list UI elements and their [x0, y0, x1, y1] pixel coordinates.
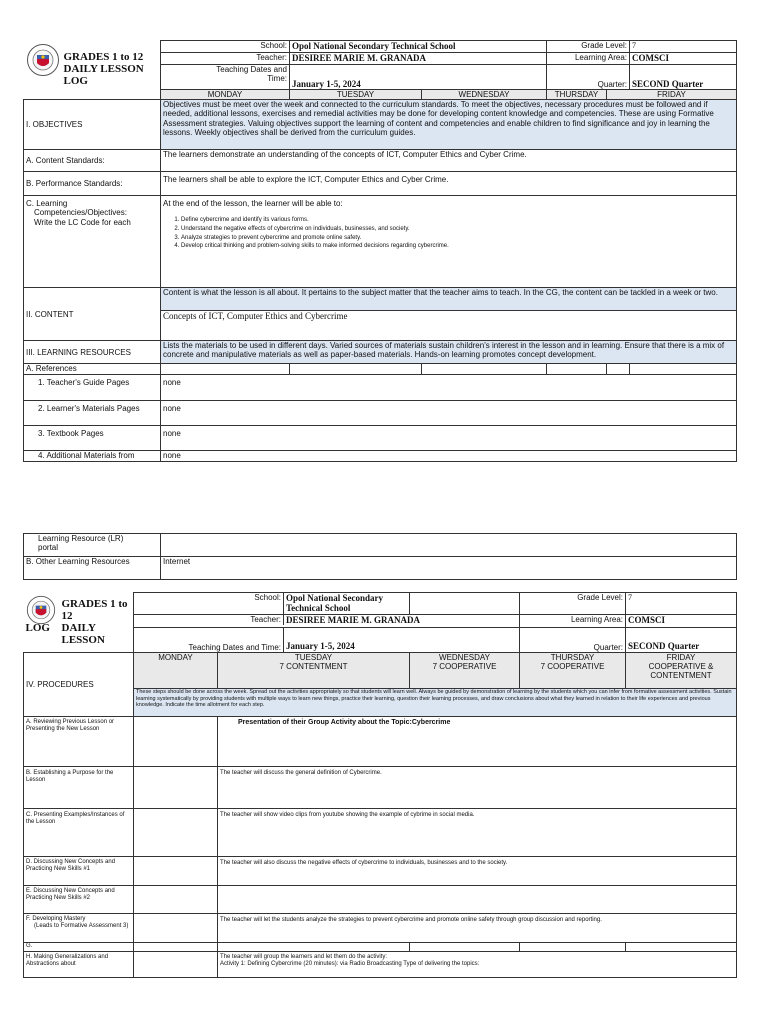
- teacher-value-2: [284, 615, 520, 625]
- step-f-value: The teacher will let the students analyze the strategies to prevent cybercrime and promote online safety through group discussion and reporting.: [218, 913, 737, 942]
- step-c-monday: [134, 808, 218, 856]
- step-h-label: H. Making Generalizations and Abstractions about: [24, 951, 134, 977]
- proc-friday-line2: COOPERATIVE &: [648, 661, 714, 671]
- dates-label-line1: Teaching Dates and: [216, 65, 287, 74]
- deped-seal-icon: [26, 43, 60, 77]
- competencies-label-line1: C. Learning: [26, 199, 68, 209]
- step-g-wednesday: [410, 942, 520, 951]
- step-a-value: Presentation of their Group Activity about the Topic:Cybercrime: [218, 716, 737, 766]
- teacher-label-2: Teacher:: [134, 615, 284, 625]
- step-d-value: The teacher will also discuss the negative effects of cybercrime to individuals, businesses and to the society.: [218, 856, 737, 885]
- proc-thursday-line1: THURSDAY: [550, 652, 595, 662]
- step-f-monday: [134, 913, 218, 942]
- step-h-line2: Activity 1: Defining Cybercrime (20 minutes): via Radio Broadcasting Type of delivering the topics:: [220, 960, 480, 967]
- day-wednesday: WEDNESDAY: [422, 90, 547, 100]
- proc-day-wednesday: [410, 652, 520, 688]
- references-friday: [630, 364, 737, 375]
- school-label: School:: [161, 41, 290, 53]
- references-label: A. References: [24, 364, 161, 375]
- school-value: Opol National Secondary Technical School: [290, 41, 547, 53]
- dates-row-2: [134, 627, 520, 652]
- other-resources-label: B. Other Learning Resources: [24, 557, 161, 580]
- content-note: Content is what the lesson is all about. It pertains to the subject matter that the teacher aims to teach. In the CG, the content can be tackled in a week or two.: [161, 288, 737, 311]
- content-label: II. CONTENT: [24, 288, 161, 341]
- teacher-row-2: [134, 614, 520, 627]
- step-h-line1: The teacher will group the learners and let them do the activity:: [220, 953, 388, 960]
- quarter-value: SECOND Quarter: [630, 65, 737, 90]
- proc-thursday-line2: 7 COOPERATIVE: [540, 661, 605, 671]
- proc-tuesday-line2: 7 CONTENTMENT: [279, 661, 348, 671]
- content-standards-value: The learners demonstrate an understanding of the concepts of ICT, Computer Ethics and Cyber Crime.: [161, 150, 737, 172]
- proc-day-thursday: [520, 652, 626, 688]
- day-thursday: THURSDAY: [547, 90, 607, 100]
- quarter-label: Quarter:: [547, 65, 630, 90]
- competencies-label-line2: Competencies/Objectives:: [34, 208, 127, 218]
- other-resources-value: Internet: [161, 557, 737, 580]
- step-f-label-main: F. Developing Mastery: [26, 915, 86, 922]
- competency-item: 4. Develop critical thinking and problem-solving skills to make informed decisions regarding cybercrime.: [181, 242, 734, 251]
- step-g-thursday: [520, 942, 626, 951]
- resources-note: Lists the materials to be used in different days. Varied sources of materials sustain children's interest in the lesson and in learning. Ensure that there is a mix of concrete and manipulative materials as well as paper-based materials. Hands-on learning promotes concept development.: [161, 341, 737, 364]
- area-label-2: Learning Area:: [520, 614, 626, 627]
- references-thursday-2: [607, 364, 630, 375]
- step-h-value: [218, 951, 737, 977]
- school-value-2: [284, 593, 410, 614]
- grade-value-2: 7: [626, 593, 737, 615]
- objectives-note: Objectives must be meet over the week and connected to the curriculum standards. To meet the objectives, necessary procedures must be followed and if needed, additional lessons, exercises and remedial activities may be done for developing content knowledge and competencies. These are using Formative Assessment strategies. Valuing objectives support the learning of content and competencies and enable children to find significance and joy in learning the lessons. Weekly objectives shall be derived from the curriculum guides.: [161, 100, 737, 150]
- lr-portal-label: [24, 534, 161, 557]
- dll-table-resources-cont: [23, 533, 737, 580]
- step-b-monday: [134, 766, 218, 808]
- competencies-label: [24, 196, 161, 288]
- performance-standards-label: B. Performance Standards:: [24, 172, 161, 196]
- competency-item: 2. Understand the negative effects of cybercrime on individuals, businesses, and society.: [181, 225, 734, 234]
- school-row-2-extra: [410, 593, 520, 615]
- step-e-label: E. Discussing New Concepts and Practicing New Skills #2: [24, 885, 134, 913]
- textbook-pages-value: none: [161, 426, 737, 451]
- learners-materials-value: none: [161, 401, 737, 426]
- lr-portal-value: [161, 534, 737, 557]
- competencies-intro: At the end of the lesson, the learner will be able to:: [163, 199, 343, 209]
- dll-table-procedures: [23, 592, 737, 978]
- school-value-2-text: Opol National Secondary Technical School: [286, 593, 384, 614]
- performance-standards-value: The learners shall be able to explore the ICT, Computer Ethics and Cyber Crime.: [161, 172, 737, 196]
- dll-title2-line2: DAILY LESSON: [61, 621, 105, 646]
- step-f-label-sub: (Leads to Formative Assessment 3): [34, 922, 129, 929]
- teachers-guide-value: none: [161, 375, 737, 401]
- additional-materials-label: 4. Additional Materials from: [24, 451, 161, 462]
- proc-friday-line3: CONTENTMENT: [650, 671, 712, 681]
- teacher-label: Teacher:: [161, 53, 290, 65]
- dates-label-line2: Time:: [267, 74, 287, 84]
- step-g-friday: [626, 942, 737, 951]
- competency-item: 1. Define cybercrime and identify its various forms.: [181, 216, 734, 225]
- proc-friday-line1: FRIDAY: [666, 652, 696, 662]
- step-d-label: D. Discussing New Concepts and Practicing New Skills #1: [24, 856, 134, 885]
- step-g-label: G.: [24, 942, 134, 951]
- dates-label: [161, 65, 290, 90]
- dll-title-line2: DAILY LESSON LOG: [63, 62, 144, 87]
- area-label: Learning Area:: [547, 53, 630, 65]
- step-c-value: The teacher will show video clips from youtube showing the example of cybrime in social media.: [218, 808, 737, 856]
- day-monday: MONDAY: [161, 90, 290, 100]
- additional-materials-value: none: [161, 451, 737, 462]
- procedures-note: These steps should be done across the week. Spread out the activities appropriately so that students will learn well. Always be guided by demonstration of learning by the students which you can infer from formative assessment activities. Sustain learning systematically by providing students with multiple ways to learn new things, practice their learning, question their learning processes, and draw conclusions about what they learned in relation to their life experiences and previous knowledge. Indicate the time allotment for each step.: [134, 688, 737, 716]
- dates-value: January 1-5, 2024: [290, 65, 547, 90]
- references-thursday: [547, 364, 607, 375]
- content-standards-label: A. Content Standards:: [24, 150, 161, 172]
- quarter-value-2: SECOND Quarter: [626, 627, 737, 652]
- quarter-label-2: Quarter:: [520, 627, 626, 652]
- school-label-2: School:: [134, 593, 284, 614]
- dll-title-cell-2: [24, 593, 134, 653]
- competencies-label-line3: Write the LC Code for each: [34, 217, 131, 227]
- dates-value-2: [284, 628, 520, 652]
- competency-item: 3. Analyze strategies to prevent cybercrime and promote online safety.: [181, 234, 734, 243]
- dll-table-page1: [23, 40, 737, 462]
- competencies-list: [181, 216, 734, 251]
- proc-wednesday-line1: WEDNESDAY: [439, 652, 490, 662]
- dll-title2-line1: GRADES 1 to 12: [61, 597, 128, 622]
- step-f-label: [24, 913, 134, 942]
- proc-day-friday: [626, 652, 737, 688]
- content-value: Concepts of ICT, Computer Ethics and Cybercrime: [161, 311, 737, 341]
- day-friday: FRIDAY: [607, 90, 737, 100]
- proc-day-monday: MONDAY: [134, 652, 218, 688]
- teachers-guide-label: 1. Teacher's Guide Pages: [24, 375, 161, 401]
- step-a-monday: [134, 716, 218, 766]
- deped-seal-icon: [26, 595, 56, 625]
- step-d-monday: [134, 856, 218, 885]
- step-a-label: A. Reviewing Previous Lesson or Presenting the New Lesson: [24, 716, 134, 766]
- dll-title-cell: [24, 41, 161, 100]
- school-row-2: [134, 593, 410, 615]
- grade-value: 7: [630, 41, 737, 53]
- step-g-tuesday: [218, 942, 410, 951]
- dll-title-line1: GRADES 1 to 12: [63, 50, 144, 63]
- area-value: COMSCI: [630, 53, 737, 65]
- step-e-monday: [134, 885, 218, 913]
- dates-value-2-text: January 1-5, 2024: [286, 641, 355, 652]
- proc-tuesday-line1: TUESDAY: [294, 652, 333, 662]
- learners-materials-label: 2. Learner's Materials Pages: [24, 401, 161, 426]
- objectives-label: I. OBJECTIVES: [24, 100, 161, 150]
- step-b-value: The teacher will discuss the general definition of Cybercrime.: [218, 766, 737, 808]
- resources-label: III. LEARNING RESOURCES: [24, 341, 161, 364]
- step-e-value: [218, 885, 737, 913]
- lr-portal-label-line1: Learning Resource (LR): [38, 534, 124, 543]
- references-wednesday: [422, 364, 547, 375]
- lr-portal-label-line2: portal: [38, 543, 59, 553]
- step-b-label: B. Establishing a Purpose for the Lesson: [24, 766, 134, 808]
- dates-label-2: Teaching Dates and Time:: [134, 628, 284, 652]
- textbook-pages-label: 3. Textbook Pages: [24, 426, 161, 451]
- teacher-value-2-text: DESIREE MARIE M. GRANADA: [286, 614, 421, 625]
- step-c-label: C. Presenting Examples/Instances of the Lesson: [24, 808, 134, 856]
- dll-title2-line3: LOG: [25, 621, 50, 634]
- day-tuesday: TUESDAY: [290, 90, 422, 100]
- step-g-monday: [134, 942, 218, 951]
- references-tuesday: [290, 364, 422, 375]
- grade-label-2: Grade Level:: [520, 593, 626, 615]
- teacher-value: DESIREE MARIE M. GRANADA: [290, 53, 547, 65]
- step-h-monday: [134, 951, 218, 977]
- proc-wednesday-line2: 7 COOPERATIVE: [432, 661, 497, 671]
- procedures-label: IV. PROCEDURES: [24, 652, 134, 716]
- references-monday: [161, 364, 290, 375]
- proc-day-tuesday: [218, 652, 410, 688]
- area-value-2: COMSCI: [626, 614, 737, 627]
- grade-label: Grade Level:: [547, 41, 630, 53]
- competencies-value: [161, 196, 737, 288]
